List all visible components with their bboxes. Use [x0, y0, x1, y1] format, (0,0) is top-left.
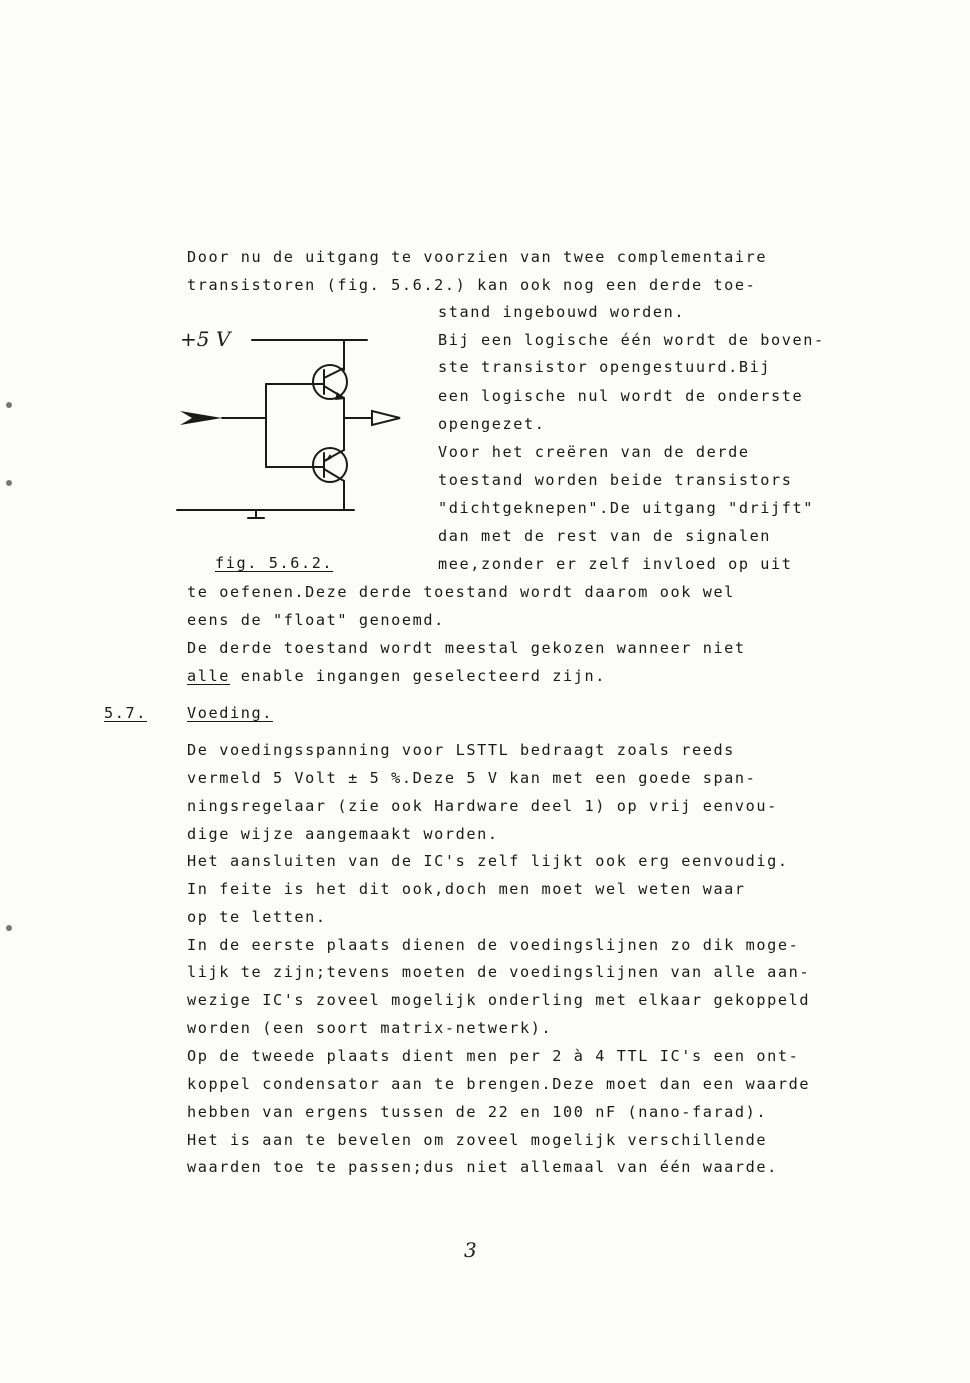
- page-number: 3: [464, 1238, 477, 1262]
- body-line: De voedingsspanning voor LSTTL bedraagt zoals reeds: [187, 741, 735, 759]
- body-line: Het is aan te bevelen om zoveel mogelijk verschillende: [187, 1131, 768, 1149]
- body-line: [187, 666, 606, 686]
- body-line: Voor het creëren van de derde: [438, 443, 750, 461]
- body-line: In feite is het dit ook,doch men moet wel weten waar: [187, 880, 746, 898]
- body-line: eens de "float" genoemd.: [187, 611, 445, 629]
- body-line: een logische nul wordt de onderste: [438, 387, 804, 405]
- body-line: Het aansluiten van de IC's zelf lijkt ook erg eenvoudig.: [187, 852, 789, 870]
- body-line: dan met de rest van de signalen: [438, 527, 772, 545]
- complementary-transistor-circuit: [172, 318, 412, 528]
- section-number: 5.7.: [104, 704, 147, 722]
- body-line: stand ingebouwd worden.: [438, 303, 686, 321]
- section-title: Voeding.: [187, 704, 273, 722]
- body-line: te oefenen.Deze derde toestand wordt daarom ook wel: [187, 583, 735, 601]
- body-line: op te letten.: [187, 908, 327, 926]
- body-line: koppel condensator aan te brengen.Deze moet dan een waarde: [187, 1075, 811, 1093]
- supply-label: +5 V: [180, 327, 231, 351]
- body-line: toestand worden beide transistors: [438, 471, 793, 489]
- body-line: Op de tweede plaats dient men per 2 à 4 TTL IC's een ont-: [187, 1047, 800, 1065]
- lower-transistor-icon: [313, 448, 347, 482]
- body-line: ningsregelaar (zie ook Hardware deel 1) op vrij eenvou-: [187, 797, 778, 815]
- body-line: hebben van ergens tussen de 22 en 100 nF (nano-farad).: [187, 1103, 768, 1121]
- body-line: De derde toestand wordt meestal gekozen wanneer niet: [187, 639, 746, 657]
- body-line: lijk te zijn;tevens moeten de voedingslijnen van alle aan-: [187, 963, 811, 981]
- body-line: Bij een logische één wordt de boven-: [438, 331, 825, 349]
- punch-hole-mark: [6, 925, 12, 931]
- body-line: vermeld 5 Volt ± 5 %.Deze 5 V kan met een goede span-: [187, 769, 757, 787]
- punch-hole-mark: [6, 402, 12, 408]
- input-arrow-icon: [180, 411, 222, 425]
- body-line: transistoren (fig. 5.6.2.) kan ook nog een derde toe-: [187, 276, 757, 294]
- body-line: "dichtgeknepen".De uitgang "drijft": [438, 499, 815, 517]
- body-line: dige wijze aangemaakt worden.: [187, 825, 499, 843]
- emphasized-word: alle: [187, 667, 230, 685]
- body-line: Door nu de uitgang te voorzien van twee complementaire: [187, 248, 768, 266]
- body-line: opengezet.: [438, 415, 546, 433]
- punch-hole-mark: [6, 480, 12, 486]
- figure-caption: fig. 5.6.2.: [215, 554, 334, 572]
- body-line: wezige IC's zoveel mogelijk onderling met elkaar gekoppeld: [187, 991, 811, 1009]
- body-line: ste transistor opengestuurd.Bij: [438, 358, 772, 376]
- body-line: worden (een soort matrix-netwerk).: [187, 1019, 553, 1037]
- output-arrow-icon: [372, 411, 400, 425]
- body-line: mee,zonder er zelf invloed op uit: [438, 555, 793, 573]
- body-line: In de eerste plaats dienen de voedingslijnen zo dik moge-: [187, 936, 800, 954]
- emitter-arrow-icon: [325, 454, 332, 462]
- body-line-rest: enable ingangen geselecteerd zijn.: [229, 667, 607, 685]
- body-line: waarden toe te passen;dus niet allemaal van één waarde.: [187, 1158, 778, 1176]
